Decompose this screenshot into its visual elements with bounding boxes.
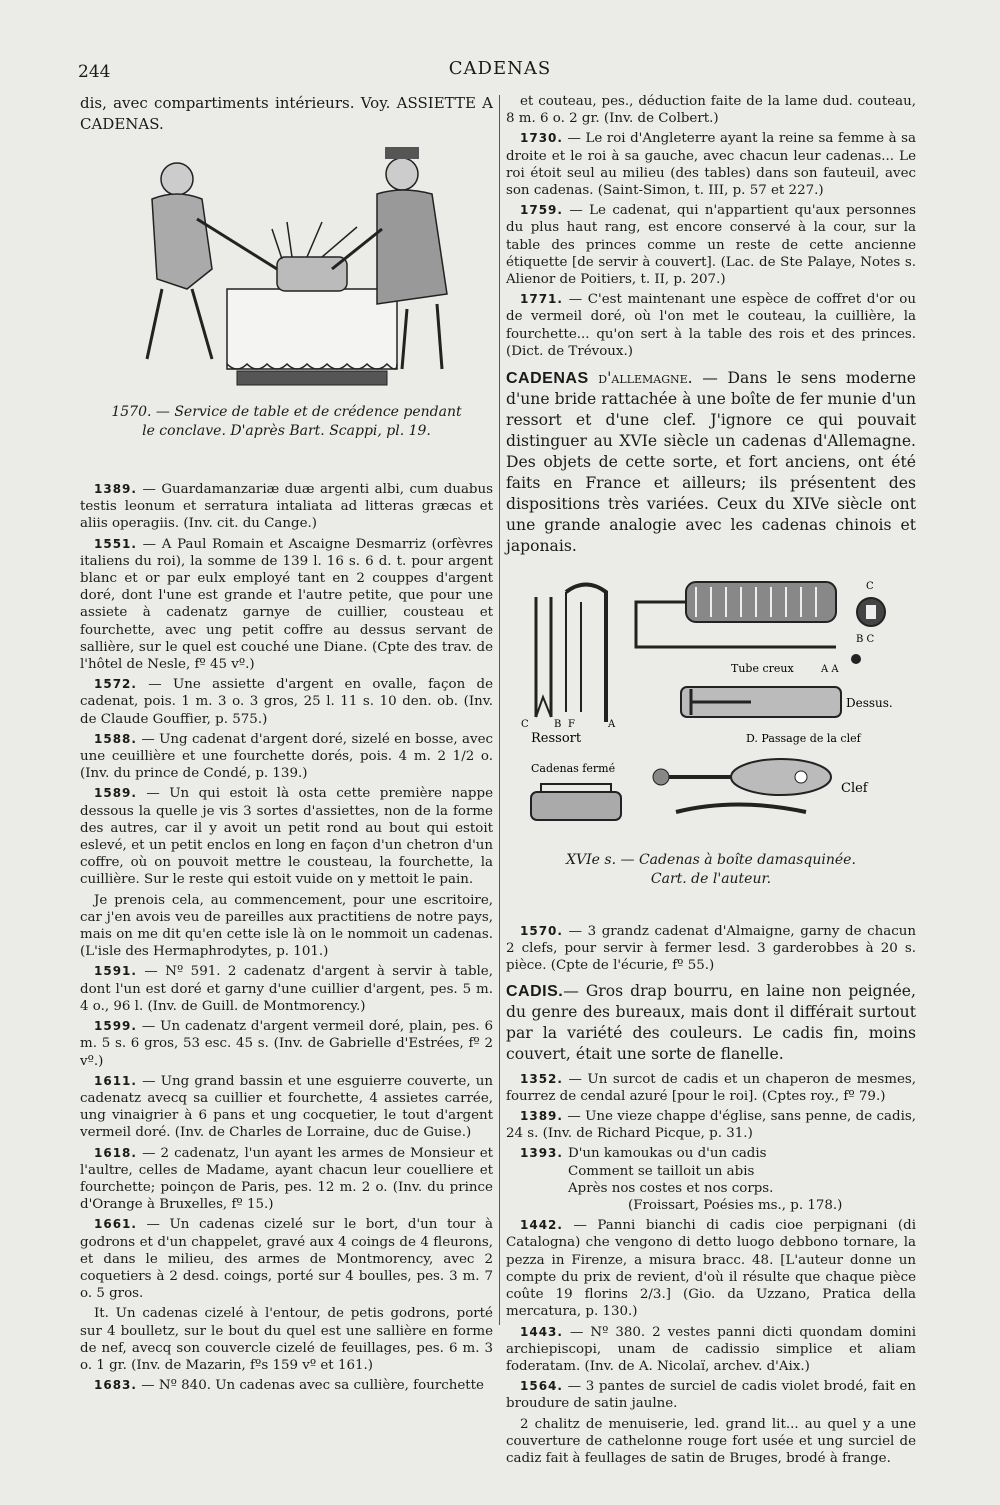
entry-year: 1352. [520,1071,563,1086]
entry-text: — 3 grandz cadenat d'Almaigne, garny de chacun 2 clefs, pour servir à fermer lesd. 3 garderobbes à 20 s. pièce. (Cpte de l'écurie, fº 55.) [506,924,916,974]
entry-text: — Un cadenas cizelé sur le bort, d'un tour à godrons et d'un chappelet, gravé aux 4 coings de 4 fleurons, et dans le milieu, des armes de Montmorency, avec 2 coquetiers à 2 desd. coings, porté sur 4 boulles, pes. 3 m. 7 o. 5 gros. [80,1217,493,1302]
illustration-conclave-table [107,139,467,399]
dictionary-entry [80,1216,493,1302]
fig-label-clef: Clef [841,781,868,797]
entry-1393-verse [506,1145,916,1214]
entry-year: 1771. [520,292,563,307]
entry-year: 1564. [520,1379,563,1394]
entry-year: 1389. [94,482,137,496]
fig-label-ressort: Ressort [531,731,582,747]
fig-label-c2: C [866,581,874,593]
dictionary-entry [506,1416,916,1468]
column-divider [499,95,500,1325]
entry-year: 1570. [520,924,563,939]
illustration-padlock-diagram [516,577,906,847]
right-entries-bottom-list [506,1217,916,1467]
entry-year: 1551. [94,536,137,551]
entry-year: 1442. [520,1218,563,1233]
dictionary-entry [80,892,493,961]
dictionary-entry [80,731,493,783]
cadenas-allemagne-text: — Dans le sens moderne d'une bride rattachée à une boîte de fer munie d'un ressort et d'une clef. J'ignore ce qui pouvait distinguer au XVIe siècle un cadenas d'Allemagne. Des objets de cette sorte, et fort anciens, ont été faits en France et ailleurs; ils présentent des dispositions très variées. Ceux du XIVe siècle ont une grande analogie avec les cadenas chinois et japonais. [506,369,916,556]
entry-text: Je prenois cela, au commencement, pour une escritoire, car j'en avois veu de pareilles aux practitiens de notre pays, mais on me dit qu'en cette isle là on le nommoit un cadenas. (L'isle des Hermaphrodytes, p. 101.) [80,892,493,960]
left-entries-list [80,481,493,1394]
entry-text: — Un surcot de cadis et un chaperon de mesmes, fourrez de cendal azuré [pour le roi]. (Cptes roy., fº 79.) [506,1071,917,1104]
entry-text: — 3 pantes de surciel de cadis violet brodé, fait en broudure de satin jaulne. [506,1379,917,1412]
cadis-term: CADIS. [506,982,564,1000]
verse-lines [568,1145,898,1214]
right-caption-line-2: Cart. de l'auteur. [650,871,772,888]
entry-text: — Nº 840. Un cadenas avec sa cullière, fourchette [141,1378,484,1394]
entry-year: 1611. [94,1073,137,1088]
entry-text: — 2 cadenatz, l'un ayant les armes de Monsieur et l'aultre, celles de Madame, ayant chacun leur couelliere et fourchette; poinçon de Paris, pes. 12 m. 2 o. (Inv. du prince d'Orange à Bruxelles, fº 15.) [80,1145,493,1213]
entry-text: — Ung grand bassin et une esguierre couverte, un cadenatz avecq sa cuillier et fourchette, 4 assietes carrée, ung vinaigrier à 6 pans et ung cocquetier, le tout d'argent vermeil doré. (Inv. de Charles de Lorraine, duc de Guise.) [80,1073,493,1141]
dictionary-entry [506,93,916,127]
cadenas-allemagne-term: CADENAS [506,370,589,388]
entry-year: 1588. [94,731,137,746]
verse-source: (Froissart, Poésies ms., p. 178.) [628,1198,843,1214]
fig-label-dessus: Dessus. [846,696,893,711]
fig-label-f: F [568,719,575,731]
fig-label-tube: Tube creux [731,662,794,676]
dictionary-entry [80,1305,493,1374]
dictionary-entry [80,1073,493,1142]
cadis-text: — Gros drap bourru, en laine non peignée, du genre des bureaux, mais dont il différait surtout par la variété des couleurs. Le cadis fin, moins couvert, était une sorte de flanelle. [506,981,916,1063]
entry-year: 1443. [520,1324,563,1339]
right-caption-line-1: XVIe s. — Cadenas à boîte damasquinée. [566,852,856,869]
verse-line: D'un kamoukas ou d'un cadis [568,1146,767,1162]
dictionary-entry [80,785,493,888]
entry-year: 1589. [94,786,137,801]
entry-year: 1393. [520,1146,563,1161]
entry-year: 1599. [94,1019,137,1034]
entry-text: — Guardamanzariæ duæ argenti albi, cum duabus testis leonum et serratura intaliata ad litteras græcas et aliis operagiis. (Inv. cit. du Cange.) [80,482,493,532]
entry-year: 1618. [94,1145,137,1160]
entry-text: — Le cadenat, qui n'appartient qu'aux personnes du plus haut rang, est encore conservé à la cour, sur la table des princes comme un reste de cette ancienne étiquette [de servir à couvert]. (Lac. de Ste Palaye, Notes s. Alienor de Poitiers, t. II, p. 207.) [506,203,916,288]
entry-text: — Le roi d'Angleterre ayant la reine sa femme à sa droite et le roi à sa gauche, avec chacun leur cadenas... Le roi étoit seul au milieu (des tables) dans son fauteuil, avec son cadenas. (Saint-Simon, t. III, p. 57 et 227.) [506,131,917,199]
entry-year: 1389. [520,1109,563,1124]
entry-text: — Nº 591. 2 cadenatz d'argent à servir à table, dont l'un est doré et garny d'une cuillier d'argent, pes. 5 m. 4 o., 96 l. (Inv. de Guill. de Montmorency.) [80,964,493,1014]
entry-year: 1572. [94,677,137,692]
dictionary-entry [80,481,493,533]
entry-year: 1591. [94,964,137,979]
entry-text: — Panni bianchi di cadis cioe perpignani (di Catalogna) che vengono di detto luogo debbono tornare, la pezza in Firenze, a misura bracc. 48. [L'auteur donne un compte du prix de revient, d'où il résulte que chaque pièce coûte 19 florins 2/3.] (Gio. da Uzzano, Pratica della mercatura, p. 130.) [506,1218,916,1320]
right-figure-caption [506,851,916,889]
entry-text: — Nº 380. 2 vestes panni dicti quondam domini archiepiscopi, unam de cadissio simplice et aliam foderatam. (Inv. de A. Nicolaï, archev. d'Aix.) [506,1324,916,1374]
left-figure-caption [80,403,493,441]
fig-label-ferme: Cadenas fermé [531,762,616,776]
entry-text: — Un cadenatz d'argent vermeil doré, plain, pes. 6 m. 5 s. 6 gros, 53 esc. 45 s. (Inv. de Gabrielle d'Estrées, fº 2 vº.) [80,1019,493,1069]
cadis-article [506,981,916,1065]
dictionary-entry [506,1378,916,1412]
verse-line: Comment se tailloit un abis [568,1163,755,1179]
dictionary-entry [506,291,916,360]
entry-text: — Ung cadenat d'argent doré, sizelé en bosse, avec une ceuillière et une fourchette dorés, pois. 4 m. 2 1/2 o. (Inv. du prince de Condé, p. 139.) [80,731,493,782]
entry-text: — Une vieze chappe d'église, sans penne, de cadis, 24 s. (Inv. de Richard Picque, p. 31.) [506,1109,917,1142]
fig-label-aa: A A [821,664,839,676]
entry-text: It. Un cadenas cizelé à l'entour, de petis godrons, porté sur 4 boulletz, sur le bout du quel est une sallière en forme de nef, avecq son couvercle cizelé de feuillages, pes. 6 m. 3 o. 1 gr. (Inv. de Mazarin, fºs 159 vº et 161.) [80,1306,493,1373]
entry-year: 1661. [94,1217,137,1232]
entry-1570-almaigne [506,923,916,975]
dictionary-entry [80,536,493,674]
dictionary-entry [506,1108,916,1142]
fig-label-bc: B C [856,634,875,646]
right-cadis-entries-list [506,1071,916,1143]
dictionary-entry [506,1217,916,1320]
fig-label-passage: D. Passage de la clef [746,732,861,746]
entry-text: — C'est maintenant une espèce de coffret d'or ou de vermeil doré, où l'on met le couteau, la cuillière, la fourchette... qu'on sert à la table des rois et des princes. (Dict. de Trévoux.) [506,292,916,359]
fig-label-b: B [554,719,562,731]
dictionary-entry [80,1377,493,1394]
entry-year: 1730. [520,131,563,146]
right-entries-top-list [506,93,916,360]
entry-text: — Une assiette d'argent en ovalle, façon de cadenat, pois. 1 m. 3 o. 3 gros, 25 l. 11 s. 10 den. ob. (Inv. de Claude Gouffier, p. 575.) [80,677,494,727]
left-caption-line-1: 1570. — Service de table et de crédence pendant [111,404,462,420]
entry-text: et couteau, pes., déduction faite de la lame dud. couteau, 8 m. 6 o. 2 gr. (Inv. de Colbert.) [506,94,916,127]
dictionary-entry [80,1018,493,1070]
verse-line: Après nos costes et nos corps. [568,1180,774,1196]
left-caption-line-2: le conclave. D'après Bart. Scappi, pl. 19. [142,423,431,439]
entry-text: — Un qui estoit là osta cette première nappe dessous la quelle je vis 3 sortes d'assiettes, non de la forme des autres, car il y avoit un petit rond au bout qui estoit eslevé, et un petit enclos en long en façon d'un chetron d'un coffre, où on pouvoit mettre le cousteau, la fourchette, la cuillière. Sur le reste qui estoit vuide on y mettoit le pain. [80,786,493,888]
page-number: 244 [78,62,111,82]
dictionary-entry [80,676,493,728]
left-column [80,93,493,1397]
entry-year: 1759. [520,203,563,218]
dictionary-entry [506,1324,916,1376]
running-title: CADENAS [448,58,552,79]
fig-label-a: A [608,719,616,731]
dictionary-entry [80,1145,493,1214]
entry-year: 1683. [94,1378,137,1393]
dictionary-entry [506,1071,916,1105]
cadenas-allemagne-article [506,368,916,557]
entry-text: 2 chalitz de menuiserie, led. grand lit... au quel y a une couverture de cathelonne rouge fort usée et ung surciel de cadiz fait à feullages de satin de Bruges, brodé à frange. [506,1416,916,1466]
dictionary-entry [506,202,916,288]
left-intro: dis, avec compartiments intérieurs. Voy. ASSIETTE A CADENAS. [80,94,493,133]
cadenas-allemagne-subterm: d'allemagne. [598,369,693,388]
fig-label-c: C [521,719,529,731]
right-column [506,93,916,1470]
entry-text: — A Paul Romain et Ascaigne Desmarriz (orfèvres italiens du roi), la somme de 139 l. 16 s. 6 d. t. pour argent blanc et or par eulx employé tant en 2 couppes d'argent doré, dont l'une est grande et l'autre petite, que pour une assiete à cadenatz garnye de cuillier, cousteau et fourchette, avec ung petit coffre au dessus servant de sallière, sur le quel est couché une Diane. (Cpte des trav. de l'hôtel de Nesle, fº 45 vº.) [80,536,493,673]
dictionary-entry [506,130,916,199]
dictionary-entry [80,963,493,1015]
